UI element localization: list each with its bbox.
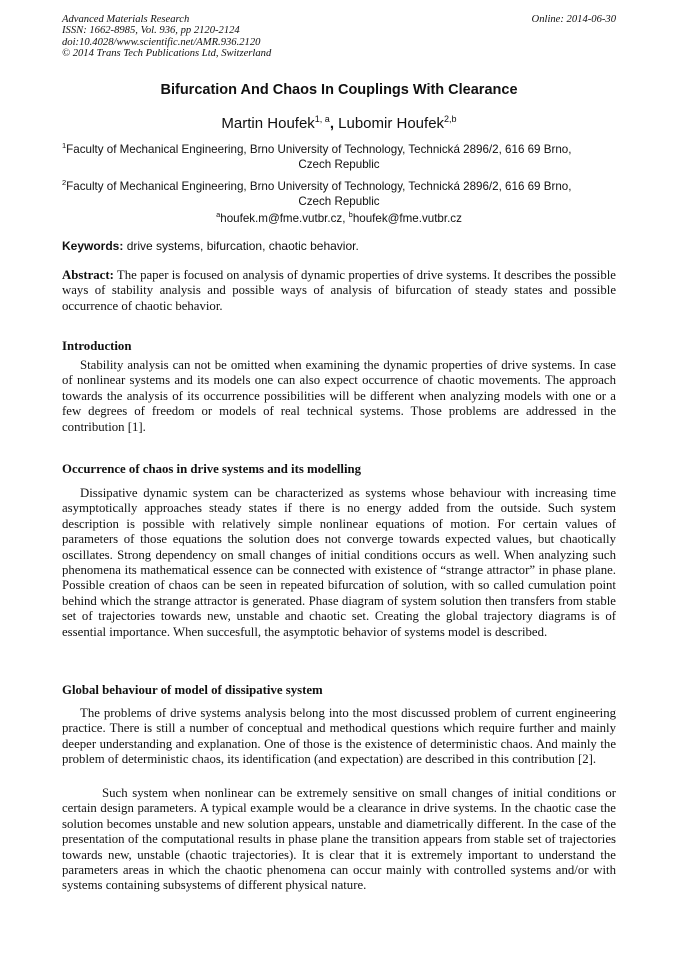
affiliation-2-sup: 2: [62, 178, 67, 187]
author-2: Lubomir Houfek: [333, 115, 445, 132]
issn-line: ISSN: 1662-8985, Vol. 936, pp 2120-2124: [62, 25, 240, 37]
keywords-text: drive systems, bifurcation, chaotic behavior.: [123, 239, 359, 253]
paper-title: Bifurcation And Chaos In Couplings With Clearance: [160, 82, 518, 98]
email-a-sup: a: [216, 210, 221, 219]
affiliation-2-line1: Faculty of Mechanical Engineering, Brno University of Technology, Technická 2896/2, 616 69 Brno,: [66, 179, 572, 193]
email-a[interactable]: houfek.m@fme.vutbr.cz,: [220, 211, 349, 225]
heading-occurrence-of-chaos: Occurrence of chaos in drive systems and its modelling: [62, 462, 362, 476]
journal-header: [62, 14, 616, 59]
authors-line: [62, 114, 616, 132]
intro-paragraph: Stability analysis can not be omitted when examining the dynamic properties of drive systems. In case of nonlinear systems and its models one can also expect occurrence of chaotic movements. The approach towards the analysis of its occurrence possibilities will be different when analyzing models with one or a few degrees of freedom or models of real technical systems. Those problems are addressed in the contribution [1].: [62, 358, 616, 434]
affiliation-1-line1: Faculty of Mechanical Engineering, Brno University of Technology, Technická 2896/2, 616 69 Brno,: [66, 142, 572, 156]
affiliation-1-line2: Czech Republic: [298, 157, 380, 171]
heading-global-behaviour: Global behaviour of model of dissipative system: [62, 683, 323, 697]
copyright-line: © 2014 Trans Tech Publications Ltd, Switzerland: [62, 47, 272, 59]
author-separator: ,: [329, 115, 334, 132]
global-paragraph-2: Such system when nonlinear can be extremely sensitive on small changes of initial conditions or certain design parameters. A typical example would be a clearance in drive systems. In the chaotic case the solution becomes unstable and new solution appears, unstable and diametrically different. In the case of the presentation of the computational results in phase plane the transition appears from stable set of trajectories towards new, unstable (chaotic trajectories). It is clear that it is extremely important to understand the parameters areas in which the chaotic phenomena can occur mainly with controlled systems and/or with systems containing subsystems of different physical nature.: [62, 786, 616, 893]
affiliation-1-sup: 1: [62, 141, 67, 150]
author-1: Martin Houfek: [221, 115, 315, 132]
chaos-paragraph: Dissipative dynamic system can be characterized as systems whose behaviour with increasing time asymptotically approaches steady states if there is no energy added from the outside. Such system description is possible with relatively simple nonlinear equations of motion. For certain values of parameters of those equations the solution does not converge towards expected values, but chaotically oscillates. Strong dependency on small changes of initial conditions occurs as well. When analyzing such phenomena its mathematical essence can be connected with existence of “strange attractor” in phase plane. Possible creation of chaos can be seen in repeated bifurcation of solution, with so called cumulation point behind which the strange attractor is generated. Phase diagram of system solution then transfers from stable set of trajectories towards new, unstable and chaotic set. Creating the global trajectory diagrams is of essential importance. When succesfull, the asymptotic behavior of systems model is described.: [62, 486, 616, 639]
global-paragraph-1: The problems of drive systems analysis belong into the most discussed problem of current engineering practice. There is still a number of conceptual and methodical questions which require further and mainly deeper understanding and explanation. One of those is the existence of deterministic chaos. And mainly the problem of deterministic chaos, its identification (and expectation) are described in this contribution [2].: [62, 706, 616, 767]
doi-line: doi:10.4028/www.scientific.net/AMR.936.2120: [62, 36, 261, 48]
author-2-sup: 2,b: [444, 114, 457, 124]
journal-name: Advanced Materials Research: [62, 14, 190, 25]
abstract-text: The paper is focused on analysis of dynamic properties of drive systems. It describes the possible ways of stability analysis and possible ways of analysis of bifurcation of steady states and possible occurrence of chaotic behavior.: [62, 268, 616, 313]
abstract: [62, 268, 616, 314]
affiliation-2: [62, 175, 616, 209]
keywords: [62, 239, 616, 253]
email-b[interactable]: houfek@fme.vutbr.cz: [352, 211, 462, 225]
affiliation-1: [62, 138, 616, 172]
online-date: Online: 2014-06-30: [531, 14, 616, 25]
emails-line: [62, 210, 616, 225]
keywords-label: Keywords:: [62, 239, 124, 253]
heading-introduction: Introduction: [62, 339, 132, 353]
email-b-sup: b: [348, 210, 353, 219]
abstract-label: Abstract:: [62, 268, 114, 282]
author-1-sup: 1, a: [314, 114, 330, 124]
affiliation-2-line2: Czech Republic: [298, 194, 380, 208]
